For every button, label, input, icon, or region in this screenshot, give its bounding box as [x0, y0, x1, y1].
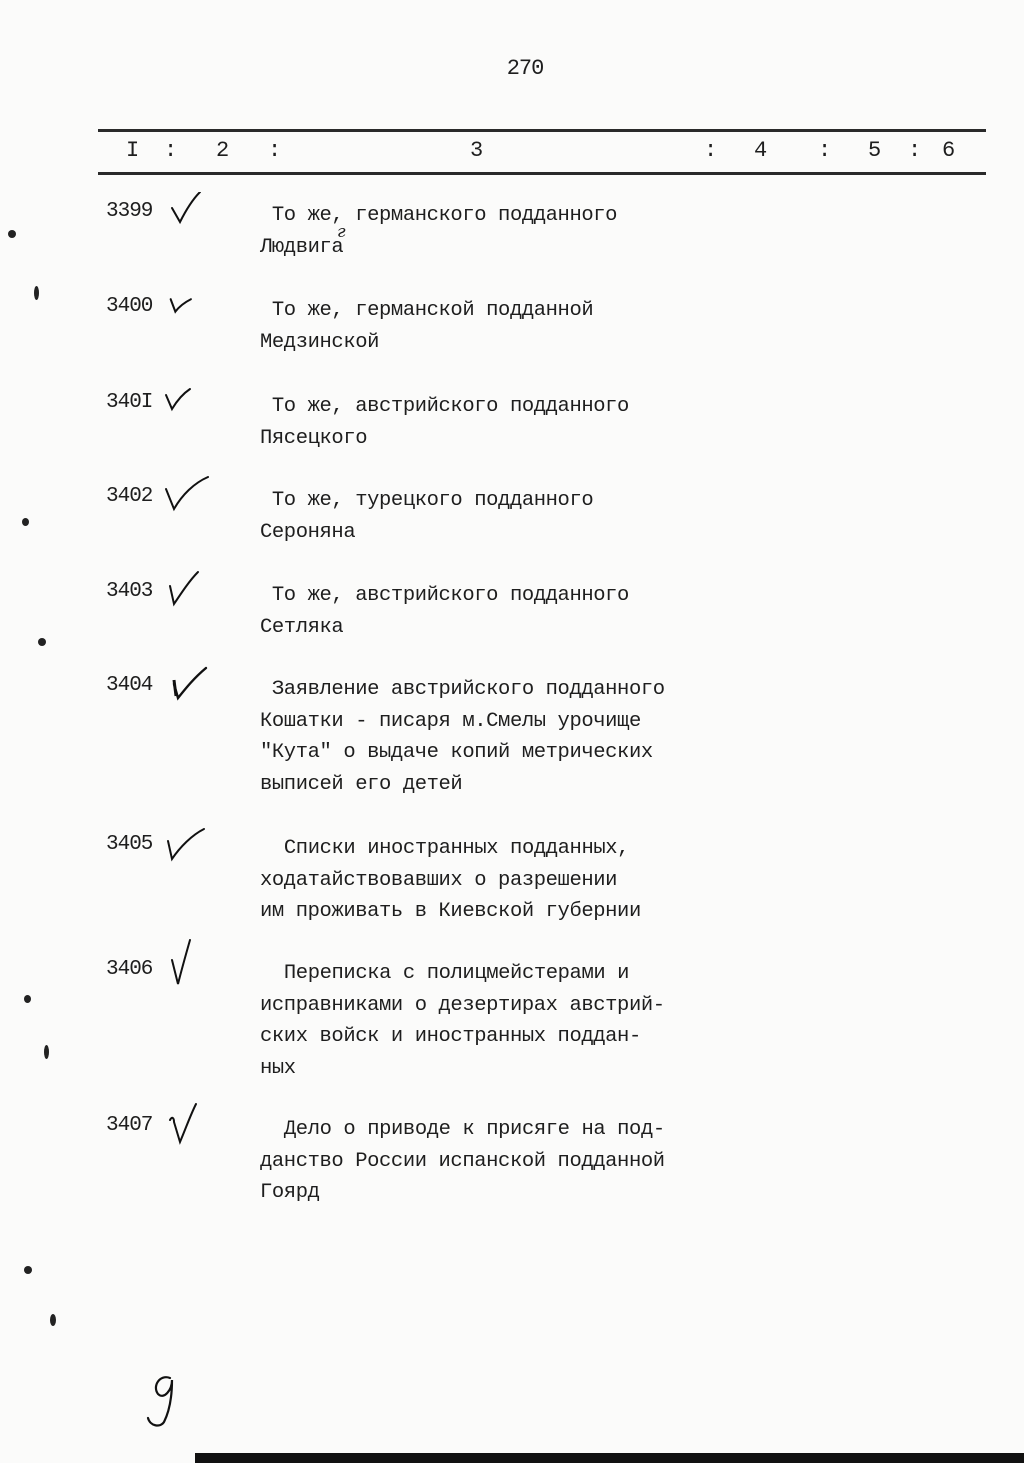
checkmark-icon: [166, 293, 194, 321]
column-separator: :: [908, 138, 922, 163]
scan-speck: [38, 638, 46, 646]
table-column-header: [98, 138, 986, 168]
entry-title: То же, австрийского подданного Сетляка: [260, 584, 629, 639]
handwritten-folio-mark: [140, 1370, 190, 1430]
scan-speck: [50, 1314, 56, 1326]
column-3-label: 3: [470, 138, 484, 163]
column-separator: :: [704, 138, 718, 163]
checkmark-icon: [168, 938, 196, 988]
entry-title: То же, германской подданной Медзинской: [260, 299, 594, 354]
entry-title: Дело о приводе к присяге на под- данство России испанской подданной Гоярд: [260, 1118, 665, 1204]
checkmark-icon: [164, 568, 204, 608]
scan-speck: [24, 1266, 32, 1274]
entry-title: Переписка с полицмейстерами и исправниками о дезертирах австрий- ских войск и иностранных поддан- ных: [260, 962, 665, 1080]
scan-speck: [24, 995, 31, 1003]
entry-title: То же, германского подданного Людвига: [260, 204, 618, 259]
column-2-label: 2: [216, 138, 230, 163]
entry-number: 3405: [106, 833, 153, 856]
scan-speck: [8, 230, 16, 238]
entry-number: 3406: [106, 958, 153, 981]
checkmark-icon: [164, 827, 208, 865]
entry-number: 3399: [106, 200, 153, 223]
entry-number: 3400: [106, 295, 153, 318]
column-5-label: 5: [868, 138, 882, 163]
handwritten-correction: г: [337, 222, 346, 242]
column-4-label: 4: [754, 138, 768, 163]
checkmark-icon: [160, 475, 210, 515]
table-header-bottom-rule: [98, 172, 986, 175]
checkmark-icon: [168, 192, 204, 228]
entry-number: 3404: [106, 674, 153, 697]
column-separator: :: [818, 138, 832, 163]
column-1-label: I: [126, 138, 140, 163]
page-bottom-edge: [195, 1453, 1024, 1463]
scan-speck: [44, 1045, 49, 1059]
checkmark-icon: [166, 1102, 200, 1146]
column-6-label: 6: [942, 138, 956, 163]
checkmark-icon: [170, 666, 210, 704]
entry-number: 3402: [106, 485, 153, 508]
scan-speck: [22, 518, 29, 526]
entry-number: 3407: [106, 1114, 153, 1137]
entry-title: То же, турецкого подданного Сероняна: [260, 489, 594, 544]
column-separator: :: [164, 138, 178, 163]
scan-speck: [34, 286, 39, 300]
entry-title: То же, австрийского подданного Пясецкого: [260, 395, 629, 450]
entry-number: 340I: [106, 391, 153, 414]
entry-number: 3403: [106, 580, 153, 603]
column-separator: :: [268, 138, 282, 163]
table-header-top-rule: [98, 129, 986, 132]
checkmark-icon: [162, 383, 198, 419]
entry-title: Заявление австрийского подданного Кошатки - писаря м.Смелы урочище "Кута" о выдаче копий метрических выписей его детей: [260, 678, 665, 796]
page-number: 270: [506, 56, 544, 81]
entry-title: Списки иностранных подданных, ходатайствовавших о разрешении им проживать в Киевской губернии: [260, 837, 641, 923]
